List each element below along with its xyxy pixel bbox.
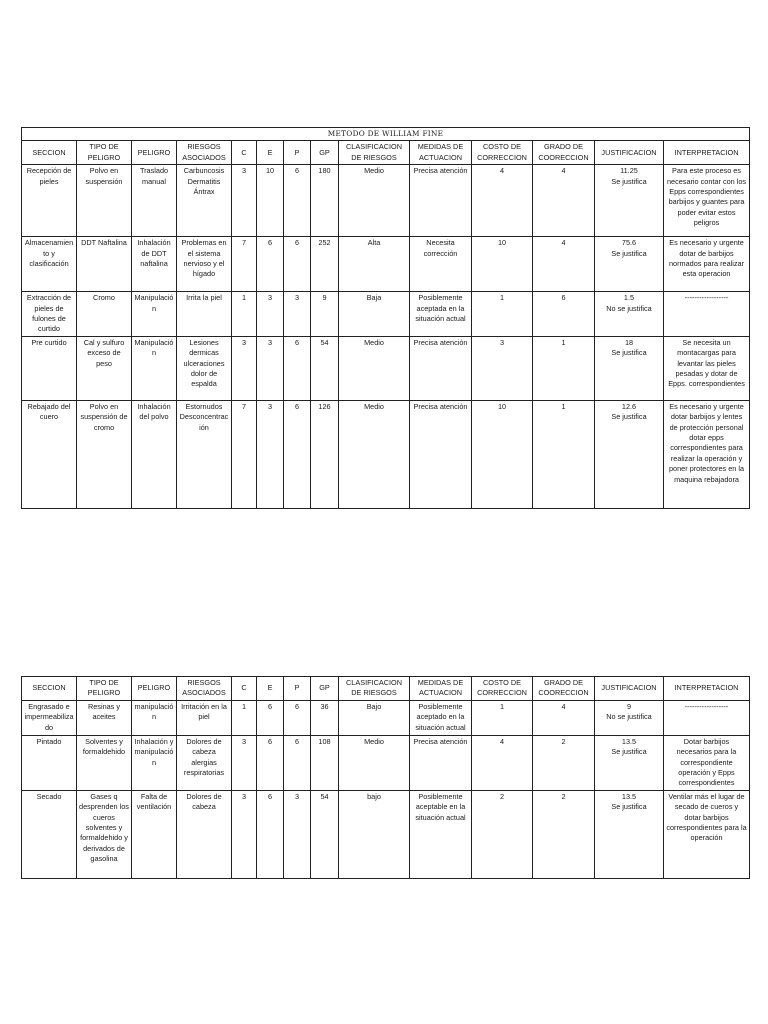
cell-grado: 4 bbox=[533, 237, 595, 292]
cell-grado: 4 bbox=[533, 165, 595, 237]
cell-grado: 2 bbox=[533, 735, 595, 790]
column-header-costo: COSTO DE CORRECCION bbox=[472, 141, 533, 165]
cell-p: 3 bbox=[284, 790, 311, 878]
cell-gp: 126 bbox=[311, 400, 339, 508]
header-row bbox=[22, 141, 750, 165]
cell-gp: 252 bbox=[311, 237, 339, 292]
cell-seccion: Extracción de pieles de fulones de curtido bbox=[22, 292, 77, 337]
cell-medidas: Posiblemente aceptada en la situación actual bbox=[410, 292, 472, 337]
cell-interpretacion: ------------------ bbox=[664, 700, 750, 735]
cell-costo: 4 bbox=[472, 735, 533, 790]
cell-riesgos: Estornudos Desconcentración bbox=[177, 400, 232, 508]
column-header-e: E bbox=[257, 141, 284, 165]
cell-riesgos: Irrita la piel bbox=[177, 292, 232, 337]
cell-costo: 2 bbox=[472, 790, 533, 878]
column-header-e: E bbox=[257, 677, 284, 701]
cell-clasificacion: Medio bbox=[339, 400, 410, 508]
cell-e: 6 bbox=[257, 735, 284, 790]
table-body bbox=[22, 700, 750, 878]
document-title: METODO DE WILLIAM FINE bbox=[22, 128, 750, 141]
cell-riesgos: Carbuncosis Dermatitis Ántrax bbox=[177, 165, 232, 237]
cell-gp: 180 bbox=[311, 165, 339, 237]
cell-c: 3 bbox=[232, 336, 257, 400]
cell-seccion: Engrasado e impermeabilizado bbox=[22, 700, 77, 735]
table-row bbox=[22, 237, 750, 292]
cell-seccion: Rebajado del cuero bbox=[22, 400, 77, 508]
cell-e: 3 bbox=[257, 292, 284, 337]
cell-riesgos: Irritación en la piel bbox=[177, 700, 232, 735]
table-row bbox=[22, 165, 750, 237]
cell-clasificacion: bajo bbox=[339, 790, 410, 878]
cell-riesgos: Dolores de cabeza alergias respiratorias bbox=[177, 735, 232, 790]
cell-peligro: manipulación bbox=[132, 700, 177, 735]
cell-justificacion: 13.5 Se justifica bbox=[595, 735, 664, 790]
cell-tipo: Polvo en suspensión bbox=[77, 165, 132, 237]
cell-peligro: Inhalación de DDT naftalina bbox=[132, 237, 177, 292]
cell-tipo: DDT Naftalina bbox=[77, 237, 132, 292]
cell-p: 3 bbox=[284, 292, 311, 337]
column-header-peligro: PELIGRO bbox=[132, 141, 177, 165]
cell-tipo: Polvo en suspensión de cromo bbox=[77, 400, 132, 508]
column-header-interpretacion: INTERPRETACION bbox=[664, 677, 750, 701]
column-header-p: P bbox=[284, 141, 311, 165]
cell-justificacion: 18 Se justifica bbox=[595, 336, 664, 400]
cell-costo: 1 bbox=[472, 700, 533, 735]
cell-clasificacion: Baja bbox=[339, 292, 410, 337]
cell-peligro: Traslado manual bbox=[132, 165, 177, 237]
cell-costo: 1 bbox=[472, 292, 533, 337]
cell-grado: 1 bbox=[533, 400, 595, 508]
cell-interpretacion: Se necesita un montacargas para levantar las pieles pesadas y dotar de Epps. correspondientes bbox=[664, 336, 750, 400]
cell-medidas: Precisa atención bbox=[410, 735, 472, 790]
cell-c: 1 bbox=[232, 700, 257, 735]
cell-gp: 54 bbox=[311, 790, 339, 878]
cell-gp: 54 bbox=[311, 336, 339, 400]
william-fine-table-2 bbox=[21, 676, 750, 879]
cell-clasificacion: Medio bbox=[339, 735, 410, 790]
cell-p: 6 bbox=[284, 165, 311, 237]
cell-medidas: Posiblemente aceptable en la situación actual bbox=[410, 790, 472, 878]
cell-grado: 2 bbox=[533, 790, 595, 878]
cell-interpretacion: Es necesario y urgente dotar barbijos y lentes de protección personal dotar epps correspondientes para realizar la operación y poner protectores en la maquina rebajadora bbox=[664, 400, 750, 508]
column-header-medidas: MEDIDAS DE ACTUACION bbox=[410, 677, 472, 701]
table-row bbox=[22, 790, 750, 878]
cell-peligro: Manipulación bbox=[132, 336, 177, 400]
column-header-c: C bbox=[232, 677, 257, 701]
column-header-gp: GP bbox=[311, 141, 339, 165]
column-header-c: C bbox=[232, 141, 257, 165]
cell-p: 6 bbox=[284, 400, 311, 508]
cell-interpretacion: Es necesario y urgente dotar de barbijos normados para realizar esta operacion bbox=[664, 237, 750, 292]
cell-p: 6 bbox=[284, 700, 311, 735]
cell-interpretacion: Para este proceso es necesario contar con los Epps correspondientes barbijos y guantes para poder evitar estos peligros bbox=[664, 165, 750, 237]
cell-e: 6 bbox=[257, 700, 284, 735]
column-header-justificacion: JUSTIFICACION bbox=[595, 677, 664, 701]
cell-c: 1 bbox=[232, 292, 257, 337]
table-row bbox=[22, 400, 750, 508]
cell-peligro: Inhalación y manipulación bbox=[132, 735, 177, 790]
column-header-seccion: SECCION bbox=[22, 677, 77, 701]
column-header-riesgos: RIESGOS ASOCIADOS bbox=[177, 141, 232, 165]
cell-e: 3 bbox=[257, 336, 284, 400]
column-header-gp: GP bbox=[311, 677, 339, 701]
column-header-riesgos: RIESGOS ASOCIADOS bbox=[177, 677, 232, 701]
cell-c: 7 bbox=[232, 237, 257, 292]
cell-peligro: Inhalación del polvo bbox=[132, 400, 177, 508]
cell-e: 10 bbox=[257, 165, 284, 237]
table-row bbox=[22, 292, 750, 337]
cell-peligro: Manipulación bbox=[132, 292, 177, 337]
column-header-interpretacion: INTERPRETACION bbox=[664, 141, 750, 165]
cell-c: 3 bbox=[232, 790, 257, 878]
cell-seccion: Almacenamiento y clasificación bbox=[22, 237, 77, 292]
cell-riesgos: Problemas en el sistema nervioso y el hígado bbox=[177, 237, 232, 292]
cell-clasificacion: Alta bbox=[339, 237, 410, 292]
column-header-peligro: PELIGRO bbox=[132, 677, 177, 701]
cell-e: 6 bbox=[257, 237, 284, 292]
column-header-grado: GRADO DE COORECCION bbox=[533, 141, 595, 165]
cell-medidas: Posiblemente aceptado en la situación actual bbox=[410, 700, 472, 735]
cell-costo: 10 bbox=[472, 400, 533, 508]
cell-tipo: Solventes y formaldehido bbox=[77, 735, 132, 790]
cell-peligro: Falta de ventilación bbox=[132, 790, 177, 878]
cell-seccion: Secado bbox=[22, 790, 77, 878]
cell-costo: 10 bbox=[472, 237, 533, 292]
cell-gp: 36 bbox=[311, 700, 339, 735]
table-row bbox=[22, 336, 750, 400]
cell-c: 3 bbox=[232, 165, 257, 237]
cell-seccion: Pintado bbox=[22, 735, 77, 790]
cell-justificacion: 11.25 Se justifica bbox=[595, 165, 664, 237]
cell-clasificacion: Medio bbox=[339, 336, 410, 400]
column-header-costo: COSTO DE CORRECCION bbox=[472, 677, 533, 701]
cell-medidas: Necesita corrección bbox=[410, 237, 472, 292]
cell-seccion: Recepción de pieles bbox=[22, 165, 77, 237]
column-header-seccion: SECCION bbox=[22, 141, 77, 165]
cell-costo: 4 bbox=[472, 165, 533, 237]
cell-interpretacion: Dotar barbijos necesarios para la correspondiente operación y Epps correspondientes bbox=[664, 735, 750, 790]
cell-interpretacion: ------------------ bbox=[664, 292, 750, 337]
cell-tipo: Cal y sulfuro exceso de peso bbox=[77, 336, 132, 400]
cell-costo: 3 bbox=[472, 336, 533, 400]
cell-seccion: Pre curtido bbox=[22, 336, 77, 400]
cell-e: 3 bbox=[257, 400, 284, 508]
cell-tipo: Resinas y aceites bbox=[77, 700, 132, 735]
cell-tipo: Gases q desprenden los cueros solventes y formaldehido y derivados de gasolina bbox=[77, 790, 132, 878]
cell-justificacion: 12.6 Se justifica bbox=[595, 400, 664, 508]
william-fine-table-1 bbox=[21, 127, 750, 509]
cell-riesgos: Lesiones dermicas ulceraciones dolor de espalda bbox=[177, 336, 232, 400]
cell-clasificacion: Medio bbox=[339, 165, 410, 237]
table-row bbox=[22, 735, 750, 790]
cell-clasificacion: Bajo bbox=[339, 700, 410, 735]
cell-justificacion: 13.5 Se justifica bbox=[595, 790, 664, 878]
cell-gp: 108 bbox=[311, 735, 339, 790]
cell-medidas: Precisa atención bbox=[410, 165, 472, 237]
cell-riesgos: Dolores de cabeza bbox=[177, 790, 232, 878]
cell-medidas: Precisa atención bbox=[410, 336, 472, 400]
cell-justificacion: 75.6 Se justifica bbox=[595, 237, 664, 292]
column-header-medidas: MEDIDAS DE ACTUACION bbox=[410, 141, 472, 165]
cell-justificacion: 1.5 No se justifica bbox=[595, 292, 664, 337]
cell-justificacion: 9 No se justifica bbox=[595, 700, 664, 735]
cell-gp: 9 bbox=[311, 292, 339, 337]
cell-medidas: Precisa atención bbox=[410, 400, 472, 508]
cell-e: 6 bbox=[257, 790, 284, 878]
cell-interpretacion: Ventilar más el lugar de secado de cueros y dotar barbijos correspondientes para la operación bbox=[664, 790, 750, 878]
cell-grado: 6 bbox=[533, 292, 595, 337]
cell-c: 3 bbox=[232, 735, 257, 790]
column-header-grado: GRADO DE COORECCION bbox=[533, 677, 595, 701]
cell-p: 6 bbox=[284, 735, 311, 790]
column-header-clasificacion: CLASIFICACION DE RIESGOS bbox=[339, 141, 410, 165]
column-header-justificacion: JUSTIFICACION bbox=[595, 141, 664, 165]
cell-p: 6 bbox=[284, 336, 311, 400]
cell-grado: 4 bbox=[533, 700, 595, 735]
table-row bbox=[22, 700, 750, 735]
cell-p: 6 bbox=[284, 237, 311, 292]
table-body bbox=[22, 165, 750, 509]
column-header-tipo: TIPO DE PELIGRO bbox=[77, 677, 132, 701]
cell-grado: 1 bbox=[533, 336, 595, 400]
cell-tipo: Cromo bbox=[77, 292, 132, 337]
column-header-p: P bbox=[284, 677, 311, 701]
header-row bbox=[22, 677, 750, 701]
column-header-tipo: TIPO DE PELIGRO bbox=[77, 141, 132, 165]
column-header-clasificacion: CLASIFICACION DE RIESGOS bbox=[339, 677, 410, 701]
cell-c: 7 bbox=[232, 400, 257, 508]
